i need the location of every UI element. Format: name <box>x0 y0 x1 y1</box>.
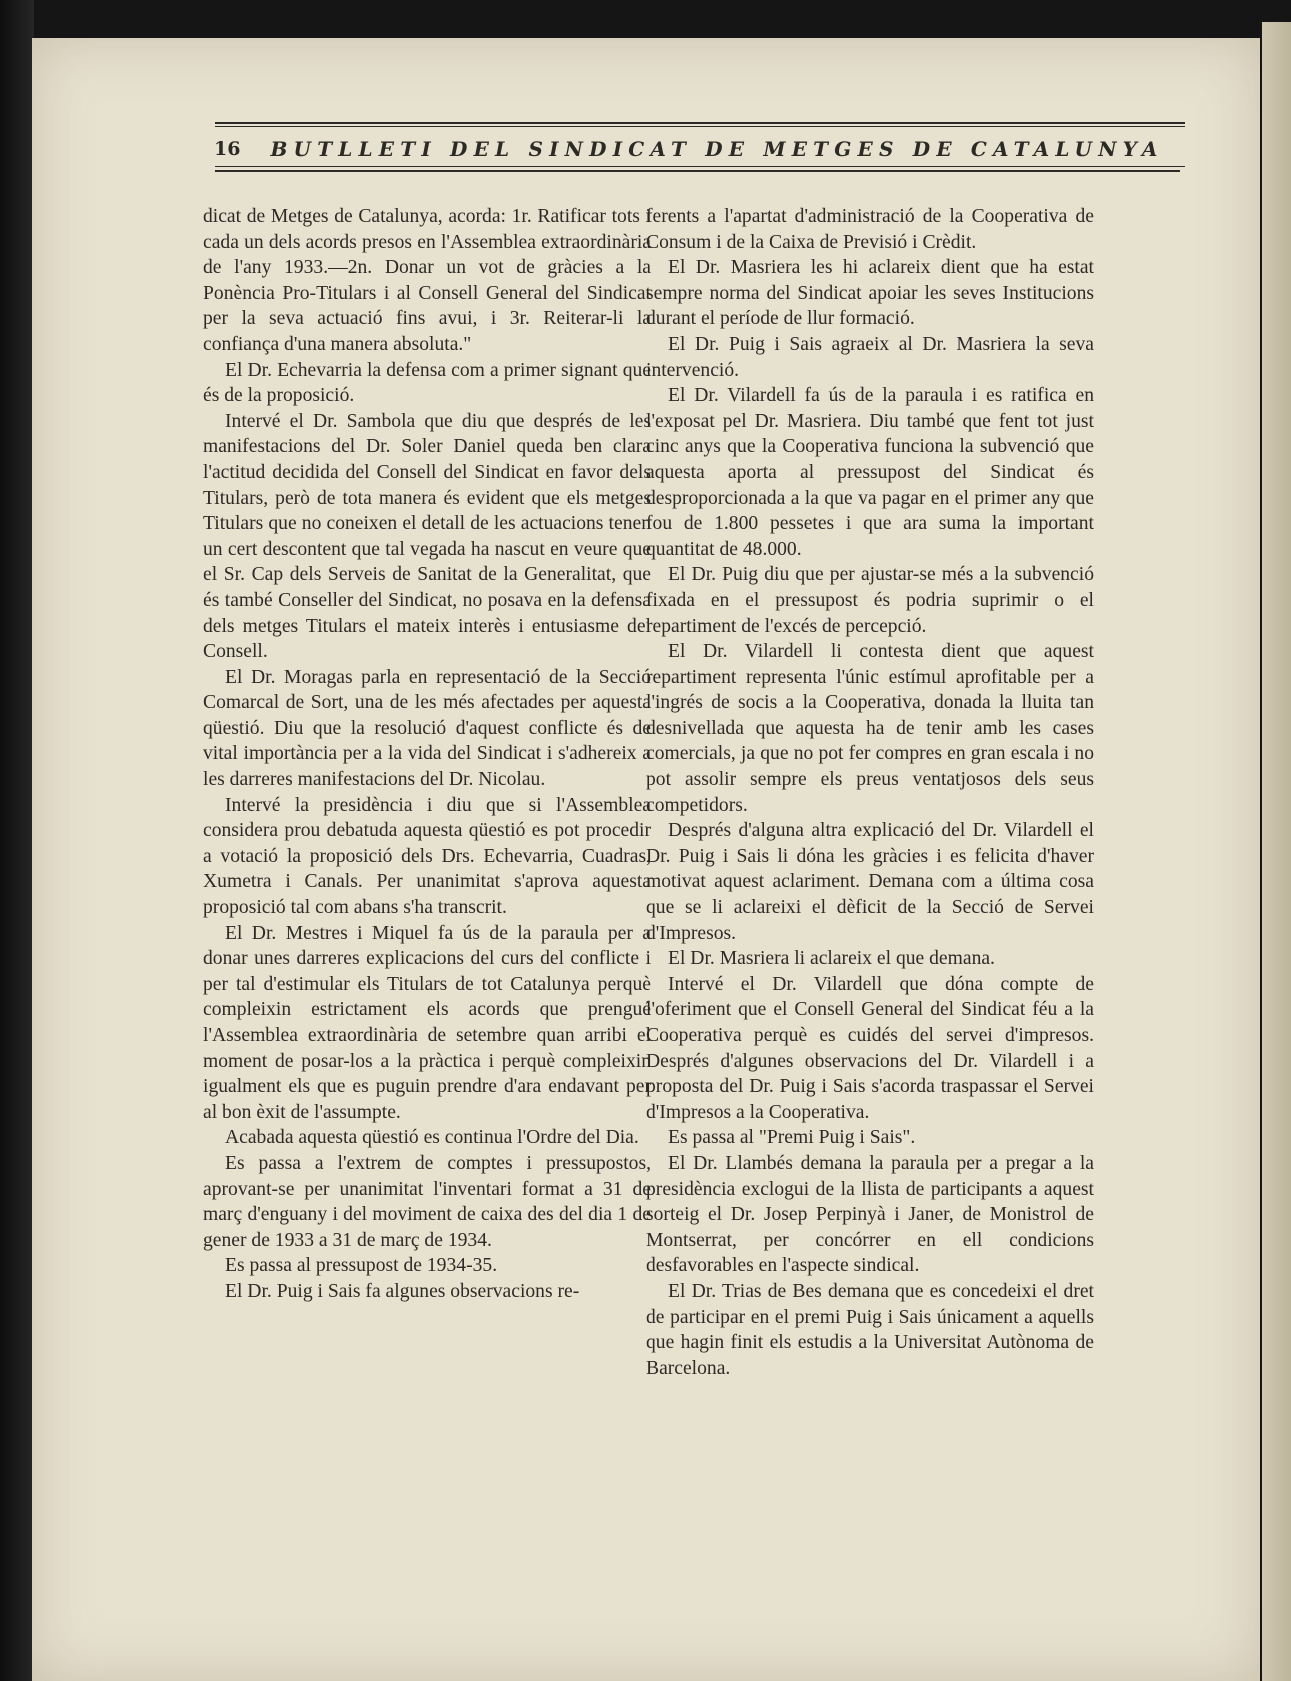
header-rule-bottom <box>215 170 1180 172</box>
page-number: 16 <box>214 138 241 160</box>
paragraph: Després d'alguna altra explicació del Dr. Vilardell el Dr. Puig i Sais li dóna les gràcies i es felicita d'haver motivat aquest aclariment. Demana com a última cosa que se li aclareixi el dèficit de la Secció de Servei d'Impresos. <box>646 820 1094 944</box>
left-column <box>203 204 651 1305</box>
facing-page-edge <box>1262 22 1291 1681</box>
paragraph: El Dr. Masriera les hi aclareix dient que ha estat sempre norma del Sindicat apoiar les seves Institucions durant el període de llur formació. <box>646 257 1094 330</box>
paragraph: Intervé el Dr. Sambola que diu que després de les manifestacions del Dr. Soler Daniel queda ben clara l'actitud decidida del Consell del Sindicat en favor dels Titulars, però de tota manera és evident que els metges Titulars que no coneixen el detall de les actuacions tenen un cert descontent que tal vegada ha nascut en veure que el Sr. Cap dels Serveis de Sanitat de la Generalitat, que és també Conseller del Sindicat, no posava en la defensa dels metges Titulars el mateix interès i entusiasme del Consell. <box>203 410 651 663</box>
paragraph: El Dr. Vilardell fa ús de la paraula i es ratifica en l'exposat pel Dr. Masriera. Diu també que fent tot just cinc anys que la Cooperativa funciona la subvenció que aquesta aporta al pressupost del Sindicat és desproporcionada a la que va pagar en el primer any que fou de 1.800 pessetes i que ara suma la important quantitat de 48.000. <box>646 385 1094 560</box>
paragraph: El Dr. Masriera li aclareix el que demana. <box>668 948 995 970</box>
paragraph: Intervé el Dr. Vilardell que dóna compte de l'oferiment que el Consell General del Sindicat féu a la Cooperativa perquè es cuidés del servei d'impresos. Després d'algunes observacions del Dr. Vilardell i a proposta del Dr. Puig i Sais s'acorda traspassar el Servei d'Impresos a la Cooperativa. <box>646 973 1094 1123</box>
scan-background-left <box>0 0 34 1681</box>
paragraph: dicat de Metges de Catalunya, acorda: 1r. Ratificar tots i cada un dels acords presos en l'Assemblea extraordinària de l'any 1933.—2n. Donar un vot de gràcies a la Ponència Pro-Titulars i al Consell General del Sindicat per la seva actuació fins avui, i 3r. Reiterar-li la confiança d'una manera absoluta." <box>203 206 651 355</box>
paragraph: El Dr. Puig diu que per ajustar-se més a la subvenció fixada en el pressupost és podria suprimir o el repartiment de l'excés de percepció. <box>646 564 1094 637</box>
paragraph: ferents a l'apartat d'administració de la Cooperativa de Consum i de la Caixa de Previsió i Crèdit. <box>646 206 1094 253</box>
header-rule-bottom-thin <box>215 166 1185 167</box>
paragraph: El Dr. Trias de Bes demana que es concedeixi el dret de participar en el premi Puig i Sais únicament a aquells que hagin finit els estudis a la Universitat Autònoma de Barcelona. <box>646 1280 1094 1379</box>
header-rule-top-thin <box>215 126 1185 127</box>
running-header <box>204 133 1189 165</box>
paragraph: El Dr. Puig i Sais fa algunes observacions re- <box>225 1280 580 1302</box>
paragraph: El Dr. Moragas parla en representació de la Secció Comarcal de Sort, una de les més afectades per aquesta qüestió. Diu que la resolució d'aquest conflicte és de vital importància per a la vida del Sindicat i s'adhereix a les darreres manifestacions del Dr. Nicolau. <box>203 666 651 791</box>
right-column <box>646 204 1094 1381</box>
paragraph: El Dr. Mestres i Miquel fa ús de la paraula per a donar unes darreres explicacions del curs del conflicte i per tal d'estimular els Titulars de tot Catalunya perquè compleixin estrictament els acords que prengué l'Assemblea extraordinària de setembre quan arribi el moment de posar-los a la pràctica i perquè compleixin igualment els que es puguin prendre d'ara endavant per al bon èxit de l'assumpte. <box>203 922 651 1123</box>
paragraph: Acabada aquesta qüestió es continua l'Ordre del Dia. <box>225 1127 639 1149</box>
paragraph: Es passa al "Premi Puig i Sais". <box>668 1127 916 1149</box>
document-page <box>32 38 1260 1681</box>
running-title: BUTLLETI DEL SINDICAT DE METGES DE CATALUNYA <box>270 137 1164 161</box>
paragraph: El Dr. Llambés demana la paraula per a pregar a la presidència exclogui de la llista de participants a aquest sorteig el Dr. Josep Perpinyà i Janer, de Monistrol de Montserrat, per concórrer en ell condicions desfavorables en l'aspecte sindical. <box>646 1152 1094 1277</box>
paragraph: El Dr. Echevarria la defensa com a primer signant que és de la proposició. <box>203 359 651 407</box>
paragraph: Intervé la presidència i diu que si l'Assemblea considera prou debatuda aquesta qüestió es pot procedir a votació la proposició dels Drs. Echevarria, Cuadras, Xumetra i Canals. Per unanimitat s'aprova aquesta proposició tal com abans s'ha transcrit. <box>203 794 651 919</box>
paragraph: Es passa al pressupost de 1934-35. <box>225 1255 498 1277</box>
header-rule-top <box>215 122 1185 124</box>
paragraph: El Dr. Puig i Sais agraeix al Dr. Masriera la seva intervenció. <box>646 333 1094 381</box>
paragraph: El Dr. Vilardell li contesta dient que aquest repartiment representa l'únic estímul aprofitable per a l'ingrés de socis a la Cooperativa, donada la lluita tan desnivellada que aquesta ha de tenir amb les cases comercials, ja que no pot fer compres en gran escala i no pot assolir sempre els preus ventatjosos dels seus competidors. <box>646 641 1094 816</box>
paragraph: Es passa a l'extrem de comptes i pressupostos, aprovant-se per unanimitat l'inventari format a 31 de març d'enguany i del moviment de caixa des del dia 1 de gener de 1933 a 31 de març de 1934. <box>203 1152 651 1251</box>
